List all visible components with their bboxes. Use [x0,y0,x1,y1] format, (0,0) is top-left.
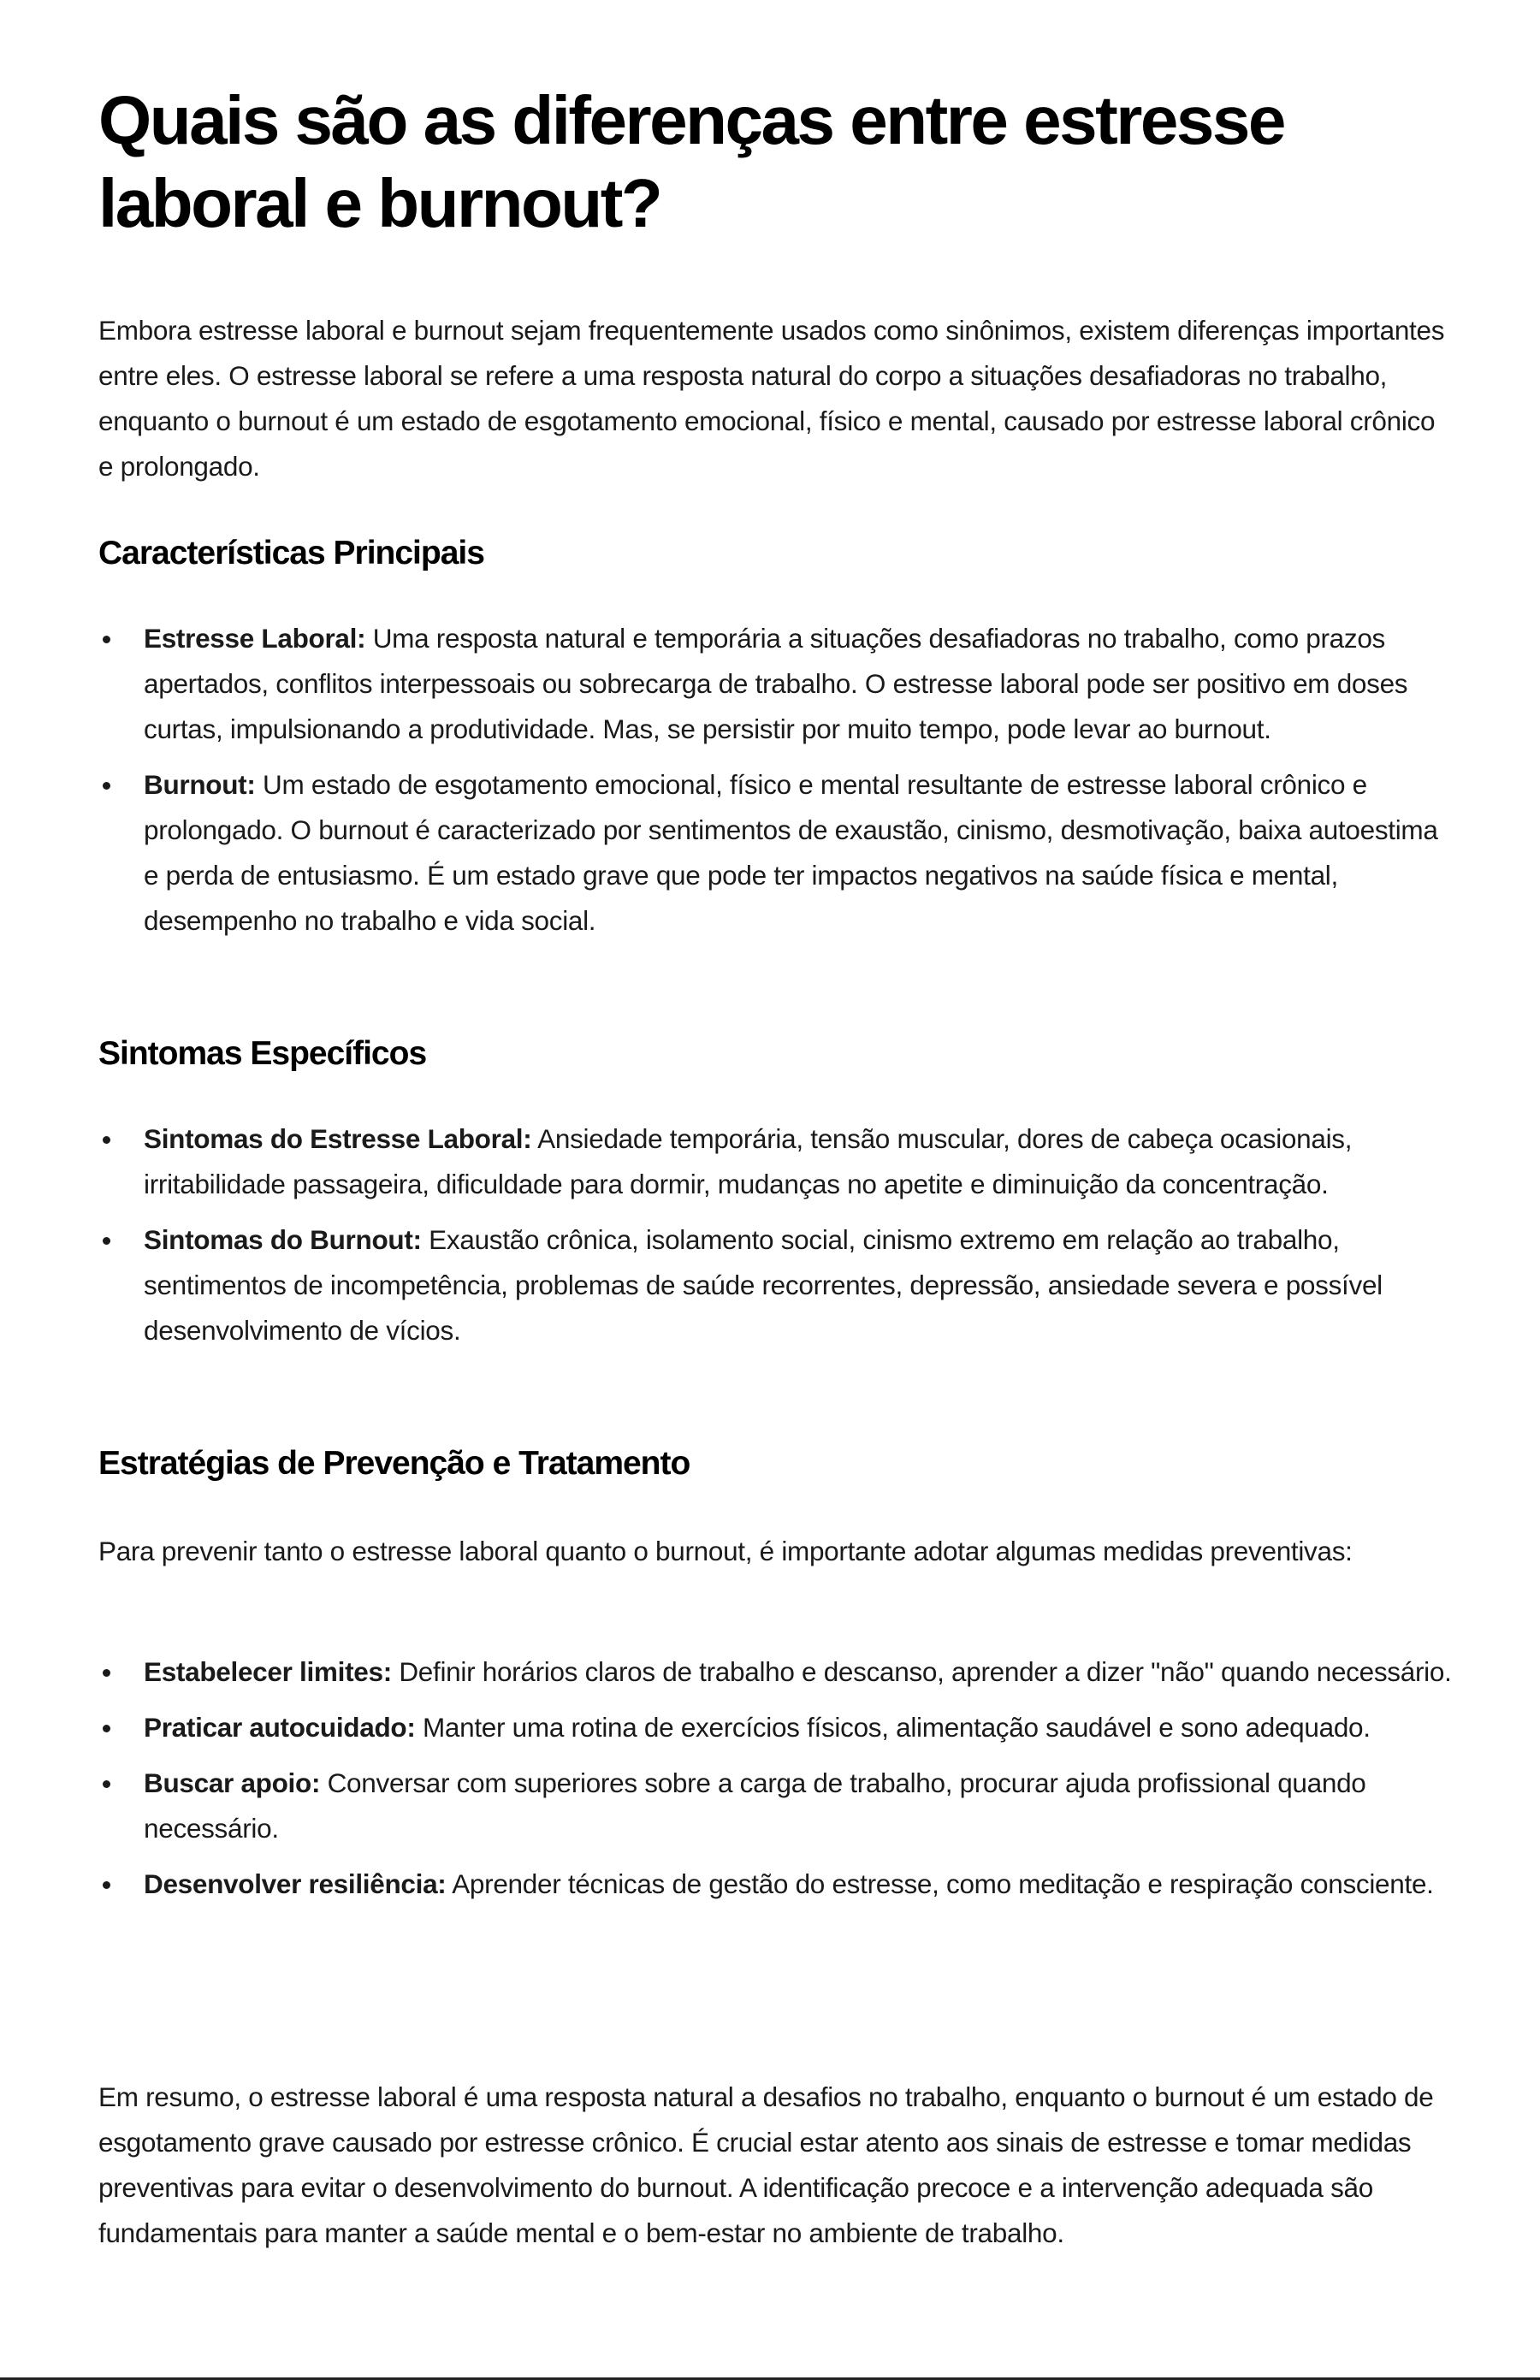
item-text: Manter uma rotina de exercícios físicos, alimentação saudável e sono adequado. [415,1712,1371,1743]
item-label: Estabelecer limites: [144,1656,392,1687]
item-label: Buscar apoio: [144,1767,321,1798]
item-label: Burnout: [144,769,256,800]
sintomas-list [98,1116,1459,1364]
caracteristicas-list [98,616,1459,954]
list-item [98,1217,1459,1353]
item-text: Exaustão crônica, isolamento social, cinismo extremo em relação ao trabalho, sentimentos de incompetência, problemas de saúde recorrentes, depressão, ansiedade severa e possível desenvolvimento de vícios. [144,1224,1383,1346]
item-label: Desenvolver resiliência: [144,1868,447,1899]
list-item [98,616,1459,752]
list-item [98,1761,1459,1851]
bullet-icon [103,1725,110,1732]
section-heading-caracteristicas: Características Principais [98,535,484,571]
item-label: Sintomas do Estresse Laboral: [144,1123,532,1154]
item-text: Um estado de esgotamento emocional, físico e mental resultante de estresse laboral crônico e prolongado. O burnout é caracterizado por sentimentos de exaustão, cinismo, desmotivação, baixa autoestima e perda de entusiasmo. É um estado grave que pode ter impactos negativos na saúde física e mental, desempenho no trabalho e vida social. [144,769,1438,936]
list-item [98,1705,1459,1750]
list-item [98,762,1459,944]
item-text: Aprender técnicas de gestão do estresse, como meditação e respiração consciente. [446,1868,1434,1899]
bullet-icon [103,636,110,643]
item-label: Estresse Laboral: [144,623,366,654]
item-text: Ansiedade temporária, tensão muscular, dores de cabeça ocasionais, irritabilidade passageira, dificuldade para dormir, mudanças no apetite e diminuição da concentração. [144,1123,1353,1199]
section-heading-sintomas: Sintomas Específicos [98,1035,427,1072]
intro-paragraph: Embora estresse laboral e burnout sejam frequentemente usados como sinônimos, existem diferenças importantes entre eles. O estresse laboral se refere a uma resposta natural do corpo a situações desafiadoras no trabalho, enquanto o burnout é um estado de esgotamento emocional, físico e mental, causado por estresse laboral crônico e prolongado. [98,315,1445,482]
conclusion-paragraph: Em resumo, o estresse laboral é uma resposta natural a desafios no trabalho, enquanto o burnout é um estado de esgotamento grave causado por estresse crônico. É crucial estar atento aos sinais de estresse e tomar medidas preventivas para evitar o desenvolvimento do burnout. A identificação precoce e a intervenção adequada são fundamentais para manter a saúde mental e o bem-estar no ambiente de trabalho. [98,2081,1434,2248]
strategies-lead-paragraph: Para prevenir tanto o estresse laboral quanto o burnout, é importante adotar algumas medidas preventivas: [98,1536,1353,1566]
section-heading-estrategias: Estratégias de Prevenção e Tratamento [98,1445,690,1482]
item-label: Praticar autocuidado: [144,1712,416,1743]
item-text: Uma resposta natural e temporária a situações desafiadoras no trabalho, como prazos apertados, conflitos interpessoais ou sobrecarga de trabalho. O estresse laboral pode ser positivo em doses curtas, impulsionando a produtividade. Mas, se persistir por muito tempo, pode levar ao burnout. [144,623,1408,744]
bullet-icon [103,1881,110,1889]
estrategias-list [98,1649,1459,1917]
bullet-icon [103,1780,110,1788]
list-item [98,1649,1459,1695]
bullet-icon [103,782,110,790]
list-item [98,1862,1459,1907]
bullet-icon [103,1237,110,1245]
bullet-icon [103,1136,110,1144]
item-label: Sintomas do Burnout: [144,1224,422,1255]
bullet-icon [103,1669,110,1677]
page-title: Quais são as diferenças entre estresse laboral e burnout? [98,82,1284,241]
list-item [98,1116,1459,1207]
item-text: Conversar com superiores sobre a carga de trabalho, procurar ajuda profissional quando necessário. [144,1767,1366,1844]
item-text: Definir horários claros de trabalho e descanso, aprender a dizer "não" quando necessário. [391,1656,1452,1687]
